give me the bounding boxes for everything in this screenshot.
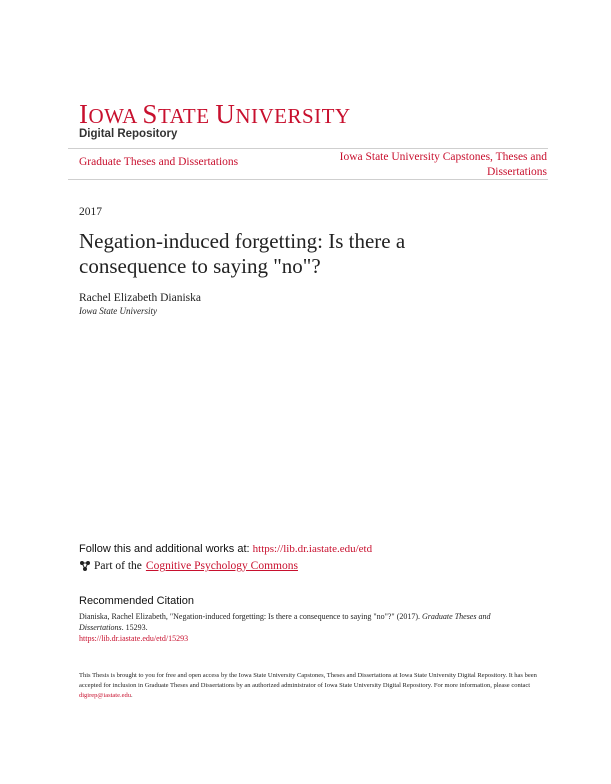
graduate-theses-link[interactable]: Graduate Theses and Dissertations bbox=[79, 156, 239, 168]
logo-word-part: OWA bbox=[88, 104, 137, 128]
footer-text: This Thesis is brought to you for free and open access by the Iowa State University Capstones, Theses and Dissertations at Iowa State University Digital Repository. It has been accepted for inclusion in Graduate Theses and Dissertations by an authorized administrator of Iowa State University Digital Repository. For more information, please contact bbox=[79, 672, 537, 689]
university-name bbox=[79, 99, 351, 129]
capstones-link[interactable]: Iowa State University Capstones, Theses and Dissertations bbox=[339, 151, 547, 178]
logo-letter: U bbox=[215, 99, 236, 129]
header-divider-bottom bbox=[68, 179, 548, 180]
etd-link[interactable]: https://lib.dr.iastate.edu/etd bbox=[252, 543, 373, 555]
header-divider-top bbox=[68, 148, 548, 149]
citation-number: . 15293. bbox=[121, 623, 148, 632]
citation-body: Dianiska, Rachel Elizabeth, "Negation-induced forgetting: Is there a consequence to saying "no"?" (2017). bbox=[79, 612, 423, 621]
follow-label: Follow this and additional works at: bbox=[79, 543, 253, 555]
author-affiliation: Iowa State University bbox=[79, 306, 157, 316]
contact-email-link[interactable]: digirep@iastate.edu bbox=[79, 692, 132, 699]
university-logo bbox=[79, 99, 351, 141]
network-icon bbox=[79, 560, 91, 572]
logo-word-part: NIVERSITY bbox=[235, 104, 351, 128]
recommended-citation-heading: Recommended Citation bbox=[79, 595, 194, 607]
logo-letter: S bbox=[142, 99, 158, 129]
footer-end: . bbox=[131, 692, 133, 699]
part-of-label: Part of the bbox=[94, 560, 142, 572]
logo-letter: I bbox=[79, 99, 89, 129]
part-of-line bbox=[79, 560, 298, 572]
publication-year: 2017 bbox=[79, 206, 102, 218]
cognitive-psychology-link[interactable]: Cognitive Psychology Commons bbox=[145, 560, 298, 572]
repository-name: Digital Repository bbox=[79, 128, 178, 140]
document-title: Negation-induced forgetting: Is there a consequence to saying "no"? bbox=[79, 229, 406, 278]
follow-line bbox=[79, 543, 372, 555]
citation-url-link[interactable]: https://lib.dr.iastate.edu/etd/15293 bbox=[79, 634, 189, 643]
footer-notice bbox=[79, 671, 539, 701]
logo-word-part: TATE bbox=[157, 104, 210, 128]
citation-text bbox=[79, 611, 519, 644]
citation-series: Graduate Theses and Dissertations bbox=[79, 612, 491, 632]
author-name: Rachel Elizabeth Dianiska bbox=[79, 292, 201, 304]
